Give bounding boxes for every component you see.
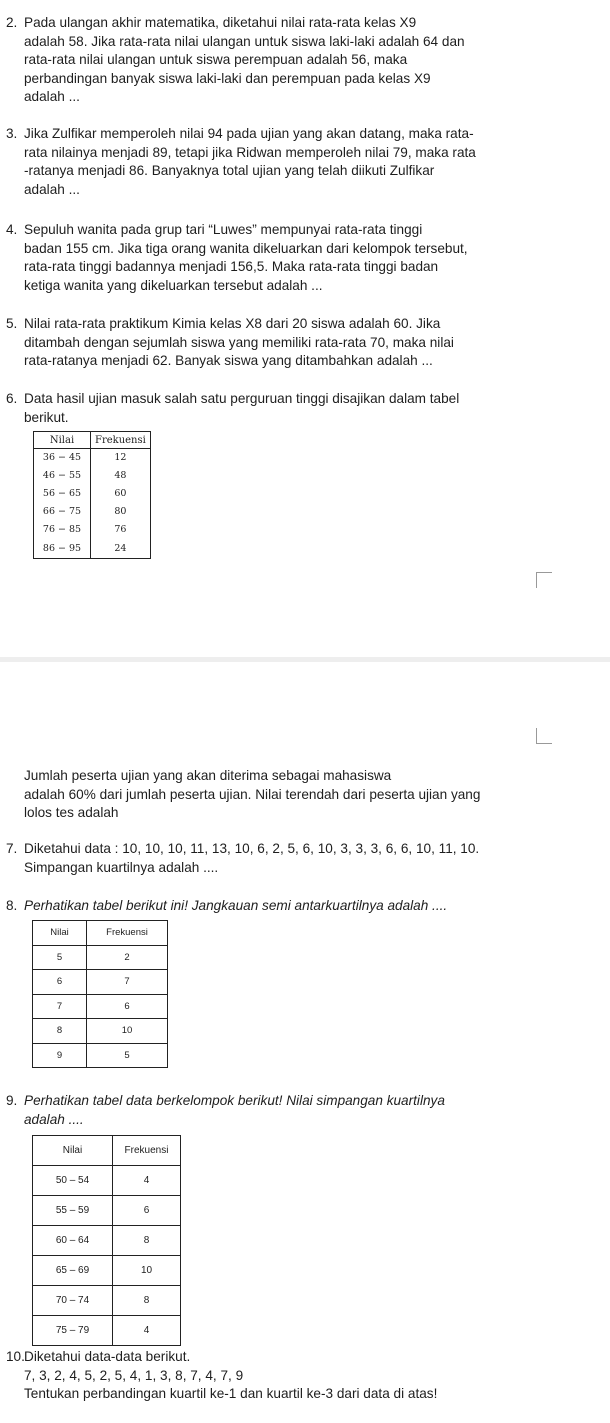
- cell-frekuensi: 8: [113, 1286, 181, 1316]
- table-row: [33, 945, 168, 970]
- table-row: [34, 539, 151, 559]
- text-line: adalah ...: [24, 89, 80, 104]
- table-header-row: [34, 432, 151, 449]
- cell-frekuensi: 5: [87, 1043, 168, 1068]
- header-nilai: Nilai: [34, 432, 91, 449]
- text-line: adalah ...: [24, 181, 80, 197]
- question-number: 2.: [6, 15, 18, 30]
- text-line: berikut.: [24, 409, 69, 425]
- question-7: [6, 840, 604, 877]
- question-text: [24, 840, 604, 877]
- text-line: Tentukan perbandingan kuartil ke-1 dan kuartil ke-3 dari data di atas!: [24, 1386, 438, 1401]
- question-number: 7.: [6, 841, 18, 856]
- cell-nilai: 7: [33, 994, 87, 1019]
- question-number: 8.: [6, 898, 18, 913]
- question-number: 5.: [6, 316, 18, 331]
- table-row: [33, 1043, 168, 1068]
- text-line: Data hasil ujian masuk salah satu perguruan tinggi disajikan dalam tabel: [24, 391, 460, 406]
- cell-frekuensi: 10: [87, 1019, 168, 1044]
- cell-frekuensi: 48: [91, 467, 151, 485]
- cell-nilai: 75 – 79: [33, 1316, 113, 1346]
- cell-nilai: 60 – 64: [33, 1226, 113, 1256]
- crop-corner-bottom: [536, 728, 552, 744]
- question-number: 4.: [6, 222, 18, 237]
- table-row: [33, 1256, 181, 1286]
- header-frekuensi: Frekuensi: [87, 921, 168, 946]
- question-number: 9.: [6, 1093, 18, 1108]
- table-row: [34, 521, 151, 539]
- cell-nilai: 46 − 55: [34, 467, 91, 485]
- cell-nilai: 55 – 59: [33, 1196, 113, 1226]
- cell-nilai: 70 – 74: [33, 1286, 113, 1316]
- cell-nilai: 6: [33, 970, 87, 995]
- cell-frekuensi: 4: [113, 1316, 181, 1346]
- crop-corner-top: [536, 572, 552, 588]
- question-text: [24, 221, 604, 295]
- text-line: Perhatikan tabel berikut ini! Jangkauan semi antarkuartilnya adalah ....: [24, 898, 448, 913]
- question-10: [6, 1348, 604, 1404]
- question-4: [6, 221, 604, 295]
- question-text: [24, 390, 604, 427]
- cell-frekuensi: 60: [91, 485, 151, 503]
- question-number: 10.: [6, 1349, 25, 1364]
- table-row: [33, 1166, 181, 1196]
- question-3: [6, 125, 604, 199]
- question-text: [24, 767, 604, 823]
- cell-frekuensi: 24: [91, 539, 151, 559]
- cell-nilai: 9: [33, 1043, 87, 1068]
- cell-nilai: 8: [33, 1019, 87, 1044]
- table-row: [33, 1286, 181, 1316]
- text-line: Perhatikan tabel data berkelompok berikut! Nilai simpangan kuartilnya: [24, 1093, 445, 1108]
- table-row: [33, 1019, 168, 1044]
- table-row: [33, 1226, 181, 1256]
- frequency-table-q9: [32, 1135, 181, 1346]
- text-line: rata nilainya menjadi 89, tetapi jika Ridwan memperoleh nilai 79, maka rata: [24, 144, 476, 160]
- frequency-table-q6: [33, 431, 151, 559]
- text-line: adalah 60% dari jumlah peserta ujian. Nilai terendah dari peserta ujian yang: [24, 786, 481, 802]
- question-number: 3.: [6, 126, 18, 141]
- cell-frekuensi: 76: [91, 521, 151, 539]
- header-frekuensi: Frekuensi: [113, 1136, 181, 1166]
- cell-frekuensi: 6: [113, 1196, 181, 1226]
- table-row: [33, 1196, 181, 1226]
- cell-nilai: 50 – 54: [33, 1166, 113, 1196]
- text-line: rata-ratanya menjadi 62. Banyak siswa yang ditambahkan adalah ...: [24, 353, 433, 368]
- text-line: Diketahui data-data berikut.: [24, 1349, 191, 1364]
- cell-nilai: 65 – 69: [33, 1256, 113, 1286]
- text-line: rata-rata tinggi badannya menjadi 156,5. Maka rata-rata tinggi badan: [24, 259, 439, 274]
- text-line: Nilai rata-rata praktikum Kimia kelas X8 dari 20 siswa adalah 60. Jika: [24, 316, 441, 331]
- text-line: perbandingan banyak siswa laki-laki dan perempuan pada kelas X9: [24, 70, 431, 86]
- cell-nilai: 76 − 85: [34, 521, 91, 539]
- question-text: [24, 14, 604, 107]
- question-text: [24, 897, 604, 916]
- text-line: badan 155 cm. Jika tiga orang wanita dikeluarkan dari kelompok tersebut,: [24, 240, 468, 256]
- table-row: [34, 449, 151, 467]
- text-line: Pada ulangan akhir matematika, diketahui nilai rata-rata kelas X9: [24, 15, 417, 30]
- table-row: [33, 994, 168, 1019]
- text-line: rata-rata nilai ulangan untuk siswa perempuan adalah 56, maka: [24, 52, 408, 67]
- text-line: Simpangan kuartilnya adalah ....: [24, 859, 219, 875]
- question-9: [6, 1092, 604, 1129]
- cell-frekuensi: 12: [91, 449, 151, 467]
- frequency-table-q8: [32, 920, 168, 1068]
- page-break-divider: [0, 657, 610, 662]
- cell-nilai: 36 − 45: [34, 449, 91, 467]
- table-row: [34, 467, 151, 485]
- text-line: adalah ....: [24, 1111, 84, 1127]
- table-row: [33, 970, 168, 995]
- text-line: ditambah dengan sejumlah siswa yang memiliki rata-rata 70, maka nilai: [24, 334, 454, 350]
- question-text: [24, 125, 604, 199]
- cell-nilai: 86 − 95: [34, 539, 91, 559]
- text-line: Jumlah peserta ujian yang akan diterima sebagai mahasiswa: [24, 768, 392, 783]
- question-2: [6, 14, 604, 107]
- table-header-row: [33, 1136, 181, 1166]
- cell-frekuensi: 10: [113, 1256, 181, 1286]
- cell-frekuensi: 2: [87, 945, 168, 970]
- table-row: [33, 1316, 181, 1346]
- header-nilai: Nilai: [33, 921, 87, 946]
- question-6-continuation: [6, 767, 604, 823]
- text-line: Sepuluh wanita pada grup tari “Luwes” mempunyai rata-rata tinggi: [24, 222, 423, 237]
- question-8: [6, 897, 604, 916]
- cell-frekuensi: 80: [91, 503, 151, 521]
- question-text: [24, 1348, 604, 1404]
- text-line: -ratanya menjadi 86. Banyaknya total ujian yang telah diikuti Zulfikar: [24, 163, 435, 178]
- question-number: 6.: [6, 391, 18, 406]
- table-row: [34, 485, 151, 503]
- table-header-row: [33, 921, 168, 946]
- text-line: 7, 3, 2, 4, 5, 2, 5, 4, 1, 3, 8, 7, 4, 7, 9: [24, 1367, 244, 1383]
- cell-nilai: 56 − 65: [34, 485, 91, 503]
- question-text: [24, 1092, 604, 1129]
- question-6: [6, 390, 604, 427]
- table-row: [34, 503, 151, 521]
- header-nilai: Nilai: [33, 1136, 113, 1166]
- cell-frekuensi: 7: [87, 970, 168, 995]
- cell-nilai: 5: [33, 945, 87, 970]
- question-text: [24, 315, 604, 371]
- text-line: ketiga wanita yang dikeluarkan tersebut adalah ...: [24, 277, 323, 293]
- text-line: Jika Zulfikar memperoleh nilai 94 pada ujian yang akan datang, maka rata-: [24, 126, 474, 141]
- cell-frekuensi: 8: [113, 1226, 181, 1256]
- cell-frekuensi: 6: [87, 994, 168, 1019]
- cell-frekuensi: 4: [113, 1166, 181, 1196]
- question-5: [6, 315, 604, 371]
- text-line: lolos tes adalah: [24, 805, 119, 820]
- header-frekuensi: Frekuensi: [91, 432, 151, 449]
- cell-nilai: 66 − 75: [34, 503, 91, 521]
- text-line: adalah 58. Jika rata-rata nilai ulangan untuk siswa laki-laki adalah 64 dan: [24, 33, 465, 49]
- text-line: Diketahui data : 10, 10, 10, 11, 13, 10, 6, 2, 5, 6, 10, 3, 3, 3, 6, 6, 10, 11, 10.: [24, 841, 480, 856]
